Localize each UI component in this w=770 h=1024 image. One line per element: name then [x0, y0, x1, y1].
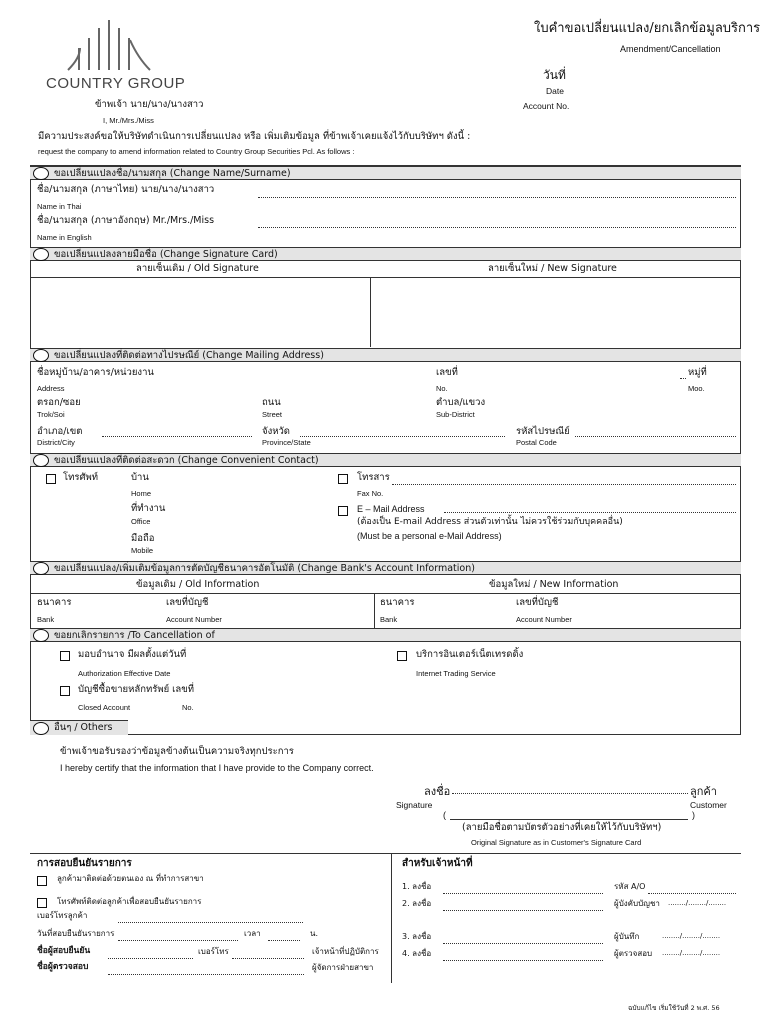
- certify-text-en: I hereby certify that the information that I have provide to the Company correct.: [60, 763, 374, 773]
- mobile-phone-label: มือถือ: [131, 533, 155, 544]
- officer-sign-3: 3. ลงชื่อ: [402, 932, 432, 941]
- request-text-en: request the company to amend information related to Country Group Securities Pcl. As follows :: [38, 147, 355, 156]
- recorder-label: ผู้บันทึก: [614, 932, 640, 941]
- home-phone-label: บ้าน: [131, 472, 149, 483]
- ao-code-field[interactable]: [648, 893, 736, 894]
- house-no-label: เลขที่: [436, 367, 458, 378]
- officer-sign-2-field[interactable]: [443, 910, 603, 911]
- internet-trading-label: บริการอินเตอร์เน็ตเทรดดิ้ง: [416, 649, 524, 660]
- district-label: อำเภอ/เขต: [37, 426, 83, 437]
- form-title: ใบคำขอเปลี่ยนแปลง/ยกเลิกข้อมูลบริการ: [534, 21, 761, 36]
- district-label-en: District/City: [37, 438, 75, 447]
- verify-time-field[interactable]: [268, 940, 300, 941]
- section-radio[interactable]: [33, 454, 49, 467]
- trok-label-en: Trok/Soi: [37, 410, 65, 419]
- section-title: ขอเปลี่ยนแปลงลายมือชื่อ (Change Signature Card): [54, 249, 278, 260]
- customer-label: ลูกค้า: [690, 785, 717, 798]
- eng-name-label-en: Name in English: [37, 233, 92, 242]
- old-info-header: ข้อมูลเดิม / Old Information: [136, 579, 260, 590]
- walk-in-label: ลูกค้ามาติดต่อด้วยตนเอง ณ ที่ทำการสาขา: [57, 874, 204, 883]
- home-phone-label-en: Home: [131, 489, 152, 498]
- section-title: ขอเปลี่ยนแปลง/เพิ่มเติมข้อมูลการตัดบัญชีธนาคารอัตโนมัติ (Change Bank's Account Information): [54, 563, 475, 574]
- section-others: [30, 720, 128, 735]
- section-title: ขอเปลี่ยนแปลงชื่อ/นามสกุล (Change Name/Surname): [54, 168, 291, 179]
- eng-name-field[interactable]: [258, 227, 736, 228]
- checker-label: ผู้ตรวจสอบ: [614, 949, 653, 958]
- applicant-label-en: I, Mr./Mrs./Miss: [103, 116, 154, 125]
- certify-text: ข้าพเจ้าขอรับรองว่าข้อมูลข้างต้นเป็นความจริงทุกประการ: [60, 746, 294, 757]
- section-title: อื่นๆ / Others: [54, 722, 113, 733]
- old-signature-area[interactable]: [32, 279, 368, 345]
- section-radio[interactable]: [33, 562, 49, 575]
- verifier-label: ชื่อผู้สอบยืนยัน: [37, 946, 91, 956]
- email-checkbox[interactable]: [338, 506, 348, 516]
- postal-label: รหัสไปรษณีย์: [516, 426, 570, 437]
- phone-checkbox[interactable]: [46, 474, 56, 484]
- trok-label: ตรอก/ซอย: [37, 397, 81, 408]
- divider: [370, 277, 371, 347]
- section-change-contact: [30, 453, 741, 467]
- postal-label-en: Postal Code: [516, 438, 557, 447]
- customer-phone-label: เบอร์โทรลูกค้า: [37, 911, 88, 920]
- fax-label-en: Fax No.: [357, 489, 384, 498]
- moo-label: หมู่ที่: [688, 367, 707, 378]
- district-field[interactable]: [102, 436, 252, 437]
- building-label-en: Address: [37, 384, 65, 393]
- authorization-label-en: Authorization Effective Date: [78, 669, 171, 678]
- old-signature-header: ลายเซ็นเดิม / Old Signature: [136, 263, 259, 274]
- email-label: E – Mail Address: [357, 504, 425, 514]
- date-label-en: Date: [546, 86, 564, 96]
- verify-time-unit: น.: [310, 929, 319, 938]
- fax-field[interactable]: [392, 484, 736, 485]
- email-field[interactable]: [444, 512, 736, 513]
- email-note: (ต้องเป็น E-mail Address ส่วนตัวเท่านั้น ไม่ควรใช้ร่วมกับบุคคลอื่น): [357, 517, 623, 527]
- province-label-en: Province/State: [262, 438, 311, 447]
- edition-note: ฉบับแก้ไข เริ่มใช้วันที่ 2 พ.ศ. 56: [628, 1004, 720, 1012]
- officer-sign-1-field[interactable]: [443, 893, 603, 894]
- street-label-en: Street: [262, 410, 283, 419]
- divider: [30, 593, 741, 594]
- officer-title: สำหรับเจ้าหน้าที่: [402, 858, 473, 869]
- approver-label: ชื่อผู้ตรวจสอบ: [37, 962, 89, 972]
- divider: [30, 853, 741, 854]
- divider: [30, 277, 741, 278]
- verify-date-field[interactable]: [118, 940, 238, 941]
- old-account-label-en: Account Number: [166, 615, 222, 624]
- authorization-label: มอบอำนาจ มีผลตั้งแต่วันที่: [78, 649, 187, 660]
- new-bank-label: ธนาคาร: [380, 597, 415, 608]
- section-change-bank: [30, 561, 741, 575]
- eng-name-label: ชื่อ/นามสกุล (ภาษาอังกฤษ) Mr./Mrs./Miss: [37, 215, 215, 226]
- new-account-label-en: Account Number: [516, 615, 572, 624]
- phone-verify-checkbox[interactable]: [37, 898, 47, 908]
- phone-label: โทรศัพท์: [63, 472, 99, 483]
- closed-account-label: บัญชีซื้อขายหลักทรัพย์ เลขที่: [78, 684, 194, 695]
- verifier-phone-label: เบอร์โทร: [198, 947, 229, 956]
- section-title: ขอเปลี่ยนแปลงที่ติดต่อทางไปรษณีย์ (Change Mailing Address): [54, 350, 324, 361]
- office-phone-label: ที่ทำงาน: [131, 503, 166, 514]
- date-label: วันที่: [543, 68, 566, 82]
- new-account-label: เลขที่บัญชี: [516, 597, 559, 608]
- verifier-field[interactable]: [108, 958, 193, 959]
- officer-sign-1: 1. ลงชื่อ: [402, 882, 432, 891]
- new-signature-area[interactable]: [372, 279, 738, 345]
- company-logo: [66, 18, 152, 72]
- customer-signature-field[interactable]: [452, 793, 688, 794]
- name-close-paren: ): [692, 810, 695, 820]
- operator-label: เจ้าหน้าที่ปฏิบัติการ: [312, 947, 379, 956]
- section-title: ขอยกเลิกรายการ /To Cancellation of: [54, 630, 215, 641]
- branch-manager-label: ผู้จัดการฝ่ายสาขา: [312, 963, 374, 972]
- section-cancellation: [30, 628, 741, 642]
- divider: [374, 593, 375, 628]
- authorization-checkbox[interactable]: [60, 651, 70, 661]
- officer-sign-4-field[interactable]: [443, 960, 603, 961]
- signature-note-en: Original Signature as in Customer's Signature Card: [471, 838, 642, 847]
- name-open-paren: (: [443, 810, 446, 820]
- phone-verify-label: โทรศัพท์ติดต่อลูกค้าเพื่อสอบยืนยันรายการ: [57, 897, 202, 906]
- verify-title: การสอบยืนยันรายการ: [37, 858, 132, 869]
- internet-trading-label-en: Internet Trading Service: [416, 669, 496, 678]
- subdistrict-label-en: Sub-District: [436, 410, 475, 419]
- street-label: ถนน: [262, 397, 281, 408]
- mobile-phone-label-en: Mobile: [131, 546, 154, 555]
- email-note-en: (Must be a personal e-Mail Address): [357, 531, 502, 541]
- checker-date[interactable]: ......../......../........: [662, 949, 721, 957]
- section-radio[interactable]: [33, 167, 49, 180]
- printed-name-field[interactable]: [450, 819, 688, 820]
- old-bank-label: ธนาคาร: [37, 597, 72, 608]
- thai-name-label: ชื่อ/นามสกุล (ภาษาไทย) นาย/นาง/นางสาว: [37, 184, 215, 195]
- walk-in-checkbox[interactable]: [37, 876, 47, 886]
- house-no-label-en: No.: [436, 384, 448, 393]
- customer-phone-field[interactable]: [118, 922, 303, 923]
- approver-field[interactable]: [108, 974, 304, 975]
- closed-account-checkbox[interactable]: [60, 686, 70, 696]
- section-radio[interactable]: [33, 248, 49, 261]
- account-no-label: Account No.: [523, 101, 570, 111]
- ao-code-label: รหัส A/O: [614, 882, 646, 891]
- old-bank-label-en: Bank: [37, 615, 55, 624]
- thai-name-field[interactable]: [258, 197, 736, 198]
- verify-date-label: วันที่สอบยืนยันรายการ: [37, 929, 115, 938]
- signature-note: (ลายมือชื่อตามบัตรตัวอย่างที่เคยให้ไว้กับบริษัทฯ): [462, 822, 662, 833]
- fax-checkbox[interactable]: [338, 474, 348, 484]
- officer-sign-4: 4. ลงชื่อ: [402, 949, 432, 958]
- section-radio[interactable]: [33, 349, 49, 362]
- sign-label: ลงชื่อ: [424, 785, 451, 798]
- officer-sign-2: 2. ลงชื่อ: [402, 899, 432, 908]
- recorder-date[interactable]: ......../......../........: [662, 932, 721, 940]
- company-name: COUNTRY GROUP: [46, 75, 186, 92]
- old-account-label: เลขที่บัญชี: [166, 597, 209, 608]
- section-title: ขอเปลี่ยนแปลงที่ติดต่อสะดวก (Change Convenient Contact): [54, 455, 319, 466]
- signature-label-en: Signature: [396, 800, 433, 810]
- section-change-name: [30, 166, 741, 180]
- verifier-phone-field[interactable]: [232, 958, 304, 959]
- province-field[interactable]: [300, 436, 505, 437]
- applicant-label: ข้าพเจ้า นาย/นาง/นางสาว: [95, 99, 204, 110]
- office-phone-label-en: Office: [131, 517, 151, 526]
- thai-name-label-en: Name in Thai: [37, 202, 82, 211]
- logo-mark-icon: [66, 18, 152, 72]
- manager-label: ผู้บังคับบัญชา: [614, 899, 660, 908]
- new-info-header: ข้อมูลใหม่ / New Information: [489, 579, 619, 590]
- divider: [391, 853, 392, 983]
- moo-field[interactable]: [680, 378, 686, 379]
- verify-time-label: เวลา: [244, 929, 261, 938]
- postal-field[interactable]: [575, 436, 736, 437]
- request-text: มีความประสงค์ขอให้บริษัทดำเนินการเปลี่ยนแปลง หรือ เพิ่มเติมข้อมูล ที่ข้าพเจ้าเคยแจ้งไว้กับบริษัทฯ ดังนี้ :: [38, 131, 471, 142]
- internet-trading-checkbox[interactable]: [397, 651, 407, 661]
- subdistrict-label: ตำบล/แขวง: [436, 397, 486, 408]
- section-radio[interactable]: [33, 629, 49, 642]
- building-label: ชื่อหมู่บ้าน/อาคาร/หน่วยงาน: [37, 367, 154, 378]
- customer-label-en: Customer: [690, 800, 727, 810]
- manager-date[interactable]: ......../......../........: [668, 899, 727, 907]
- officer-sign-3-field[interactable]: [443, 943, 603, 944]
- section-change-signature: [30, 247, 741, 261]
- section-radio[interactable]: [33, 722, 49, 735]
- section-change-address: [30, 348, 741, 362]
- province-label: จังหวัด: [262, 426, 290, 437]
- new-signature-header: ลายเซ็นใหม่ / New Signature: [488, 263, 617, 274]
- moo-label-en: Moo.: [688, 384, 705, 393]
- closed-account-label-en: Closed Account: [78, 703, 131, 712]
- fax-label: โทรสาร: [357, 472, 390, 483]
- new-bank-label-en: Bank: [380, 615, 398, 624]
- closed-account-no-label: No.: [182, 703, 194, 712]
- form-title-en: Amendment/Cancellation: [620, 44, 721, 54]
